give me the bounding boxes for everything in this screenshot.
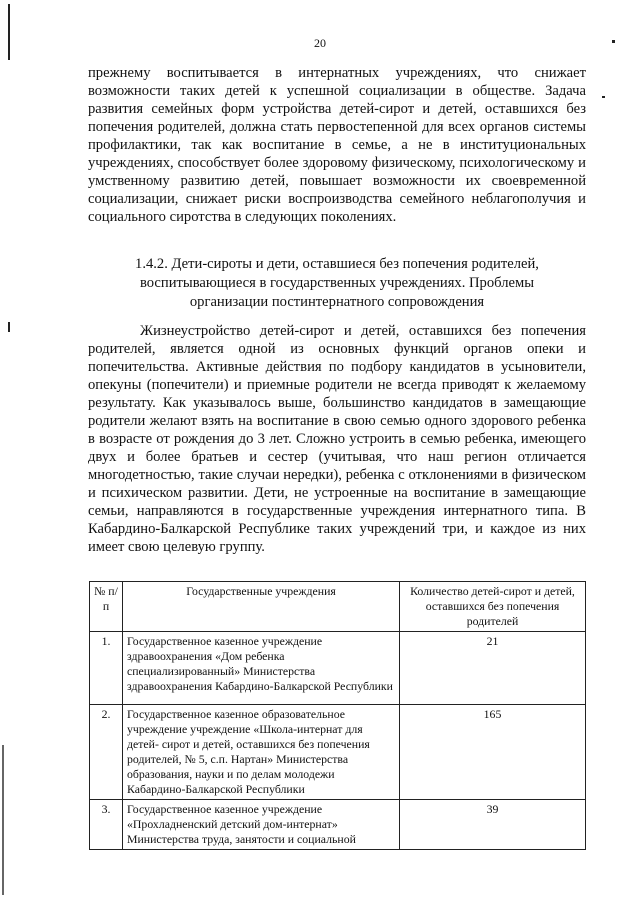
section-heading-line: воспитывающиеся в государственных учреждениях. Проблемы	[139, 275, 535, 291]
section-heading-line: организации постинтернатного сопровождения	[189, 294, 485, 310]
institutions-table	[89, 581, 586, 850]
page-number: 20	[314, 36, 326, 50]
table-header-row	[90, 582, 586, 632]
row-institution: Государственное казенное учреждение «Прохладненский детский дом-интернат» Министерства труда, занятости и социальной	[123, 800, 400, 850]
header-count: Количество детей-сирот и детей, оставшихся без попечения родителей	[400, 582, 586, 632]
header-number: № п/п	[90, 582, 123, 632]
row-number: 2.	[90, 705, 123, 800]
section-heading	[88, 255, 586, 312]
section-heading-line: 1.4.2. Дети-сироты и дети, оставшиеся без попечения родителей,	[135, 256, 539, 272]
scan-artifact-dot	[602, 96, 605, 98]
row-institution: Государственное казенное образовательное учреждение учреждение «Школа-интернат для детей- сирот и детей, оставшихся без попечения родителей, № 5, с.п. Нартан» Министерства образования, науки и по делам молодежи Кабардино-Балкарской Республики	[123, 705, 400, 800]
scan-artifact-line	[8, 322, 10, 332]
row-count: 21	[400, 632, 586, 705]
table-row	[90, 632, 586, 705]
scan-artifact-line	[8, 4, 10, 60]
row-count: 165	[400, 705, 586, 800]
row-number: 1.	[90, 632, 123, 705]
header-institution: Государственные учреждения	[123, 582, 400, 632]
paragraph-placement: Жизнеустройство детей-сирот и детей, оставшихся без попечения родителей, является одной из основных функций органов опеки и попечительства. Активные действия по подбору кандидатов в усыновители, опекуны (попечители) и приемные родители не всегда приводят к желаемому результату. Как указывалось выше, большинство кандидатов в замещающие родители желают взять на воспитание в свою семью одного здорового ребенка в возрасте от рождения до 3 лет. Сложно устроить в семью ребенка, имеющего двух и более братьев и сестер (учитывая, что наш регион отличается многодетностью, такие случаи нередки), ребенка с отклонениями в физическом и психическом развитии. Дети, не устроенные на воспитание в замещающие семьи, направляются в государственные учреждения интернатного типа. В Кабардино-Балкарской Республике таких учреждений три, и каждое из них имеет свою целевую группу.	[88, 323, 586, 555]
row-institution: Государственное казенное учреждение здравоохранения «Дом ребенка специализированный» Министерства здравоохранения Кабардино-Балкарской Республики	[123, 632, 400, 705]
scan-artifact-dot	[612, 40, 615, 43]
table-row	[90, 800, 586, 850]
row-count: 39	[400, 800, 586, 850]
scan-artifact-line	[2, 745, 4, 895]
paragraph-intro: прежнему воспитывается в интернатных учреждениях, что снижает возможности таких детей к успешной социализации в обществе. Задача развития семейных форм устройства детей-сирот и детей, оставшихся без попечения родителей, должна стать первостепенной для всех органов системы профилактики, так как воспитание в семье, а не в институциональных учреждениях, способствует более здоровому физическому, психологическому и умственному развитию детей, повышает возможности их своевременной социализации, снижает риски воспроизводства семейного неблагополучия и социального сиротства в следующих поколениях.	[88, 65, 586, 225]
row-number: 3.	[90, 800, 123, 850]
table-row	[90, 705, 586, 800]
